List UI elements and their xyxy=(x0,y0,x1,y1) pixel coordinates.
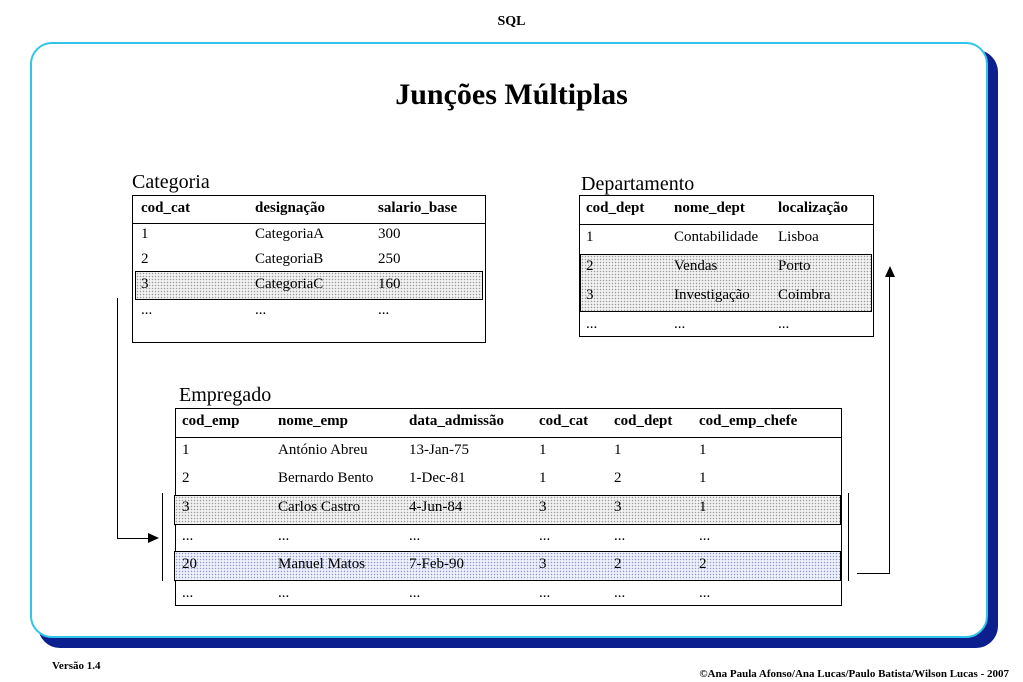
col-header: cod_emp_chefe xyxy=(699,413,798,429)
table-cell: 3 xyxy=(614,499,622,515)
table-cell: CategoriaA xyxy=(255,226,325,242)
arrow-right-icon xyxy=(148,532,160,544)
table-cell: ... xyxy=(409,528,421,544)
table-cell: CategoriaB xyxy=(255,251,324,267)
footer-version: Versão 1.4 xyxy=(52,660,101,672)
table-cell: 1 xyxy=(699,499,707,515)
categoria-table xyxy=(132,195,486,343)
arrow-up-icon xyxy=(884,266,896,278)
table-cell: 1 xyxy=(586,229,594,245)
table-cell: 160 xyxy=(378,276,401,292)
header-title: SQL xyxy=(497,14,526,29)
table-cell: ... xyxy=(614,585,626,601)
connector-line xyxy=(889,276,890,573)
table-cell: António Abreu xyxy=(278,442,368,458)
table-cell: 2 xyxy=(586,258,594,274)
footer-copyright: ©Ana Paula Afonso/Ana Lucas/Paulo Batista/Wilson Lucas - 2007 xyxy=(699,668,1009,680)
table-cell: ... xyxy=(699,585,711,601)
table-cell: ... xyxy=(182,528,194,544)
table-cell: 2 xyxy=(614,556,622,572)
table-cell: 1 xyxy=(539,442,547,458)
table-cell: Carlos Castro xyxy=(278,499,361,515)
col-header: cod_dept xyxy=(586,200,645,216)
table-cell: 2 xyxy=(182,470,190,486)
col-header: localização xyxy=(778,200,848,216)
col-header: cod_emp xyxy=(182,413,240,429)
empregado-table xyxy=(175,408,842,606)
highlighted-row-blue xyxy=(174,551,841,581)
table-cell: Manuel Matos xyxy=(278,556,366,572)
table-cell: 3 xyxy=(539,499,547,515)
table-cell: ... xyxy=(699,528,711,544)
slide-title: Junções Múltiplas xyxy=(395,78,628,111)
table-cell: ... xyxy=(778,316,790,332)
table-cell: Coimbra xyxy=(778,287,831,303)
departamento-table xyxy=(579,195,874,337)
table-cell: ... xyxy=(539,585,551,601)
connector-line xyxy=(117,298,118,538)
table-cell: 13-Jan-75 xyxy=(409,442,469,458)
table-cell: Porto xyxy=(778,258,811,274)
table-cell: ... xyxy=(586,316,598,332)
table-cell: 250 xyxy=(378,251,401,267)
table-cell: ... xyxy=(141,302,153,318)
table-cell: Investigação xyxy=(674,287,750,303)
header-divider xyxy=(580,224,873,225)
table-cell: 3 xyxy=(182,499,190,515)
table-cell: 3 xyxy=(586,287,594,303)
empregado-caption: Empregado xyxy=(179,384,272,406)
table-cell: 1 xyxy=(699,470,707,486)
table-cell: Lisboa xyxy=(778,229,819,245)
table-cell: 2 xyxy=(614,470,622,486)
table-cell: ... xyxy=(278,585,290,601)
table-cell: 2 xyxy=(699,556,707,572)
table-cell: 1 xyxy=(614,442,622,458)
col-header: cod_dept xyxy=(614,413,673,429)
table-cell: ... xyxy=(182,585,194,601)
col-header: data_admissão xyxy=(409,413,505,429)
col-header: designação xyxy=(255,200,326,216)
table-cell: 3 xyxy=(141,276,149,292)
table-cell: 20 xyxy=(182,556,197,572)
table-cell: 1 xyxy=(699,442,707,458)
table-cell: Contabilidade xyxy=(674,229,759,245)
table-cell: ... xyxy=(614,528,626,544)
header-divider xyxy=(133,223,485,224)
col-header: cod_cat xyxy=(539,413,589,429)
table-cell: 2 xyxy=(141,251,149,267)
table-cell: ... xyxy=(378,302,390,318)
table-cell: 300 xyxy=(378,226,401,242)
connector-line xyxy=(857,573,890,574)
col-header: nome_dept xyxy=(674,200,745,216)
highlighted-row xyxy=(174,495,841,525)
header-divider xyxy=(176,437,841,438)
table-cell: 1-Dec-81 xyxy=(409,470,466,486)
bracket-left xyxy=(162,493,163,581)
table-cell: ... xyxy=(539,528,551,544)
categoria-caption: Categoria xyxy=(132,171,210,193)
col-header: salario_base xyxy=(378,200,458,216)
table-cell: 7-Feb-90 xyxy=(409,556,464,572)
table-cell: ... xyxy=(255,302,267,318)
table-cell: ... xyxy=(409,585,421,601)
table-cell: ... xyxy=(278,528,290,544)
table-cell: 1 xyxy=(141,226,149,242)
table-cell: 3 xyxy=(539,556,547,572)
table-cell: Vendas xyxy=(674,258,718,274)
bracket-right xyxy=(848,493,849,581)
table-cell: CategoriaC xyxy=(255,276,324,292)
table-cell: ... xyxy=(674,316,686,332)
table-cell: 1 xyxy=(182,442,190,458)
departamento-caption: Departamento xyxy=(581,173,695,195)
col-header: cod_cat xyxy=(141,200,191,216)
table-cell: 4-Jun-84 xyxy=(409,499,463,515)
table-cell: Bernardo Bento xyxy=(278,470,374,486)
table-cell: 1 xyxy=(539,470,547,486)
col-header: nome_emp xyxy=(278,413,348,429)
